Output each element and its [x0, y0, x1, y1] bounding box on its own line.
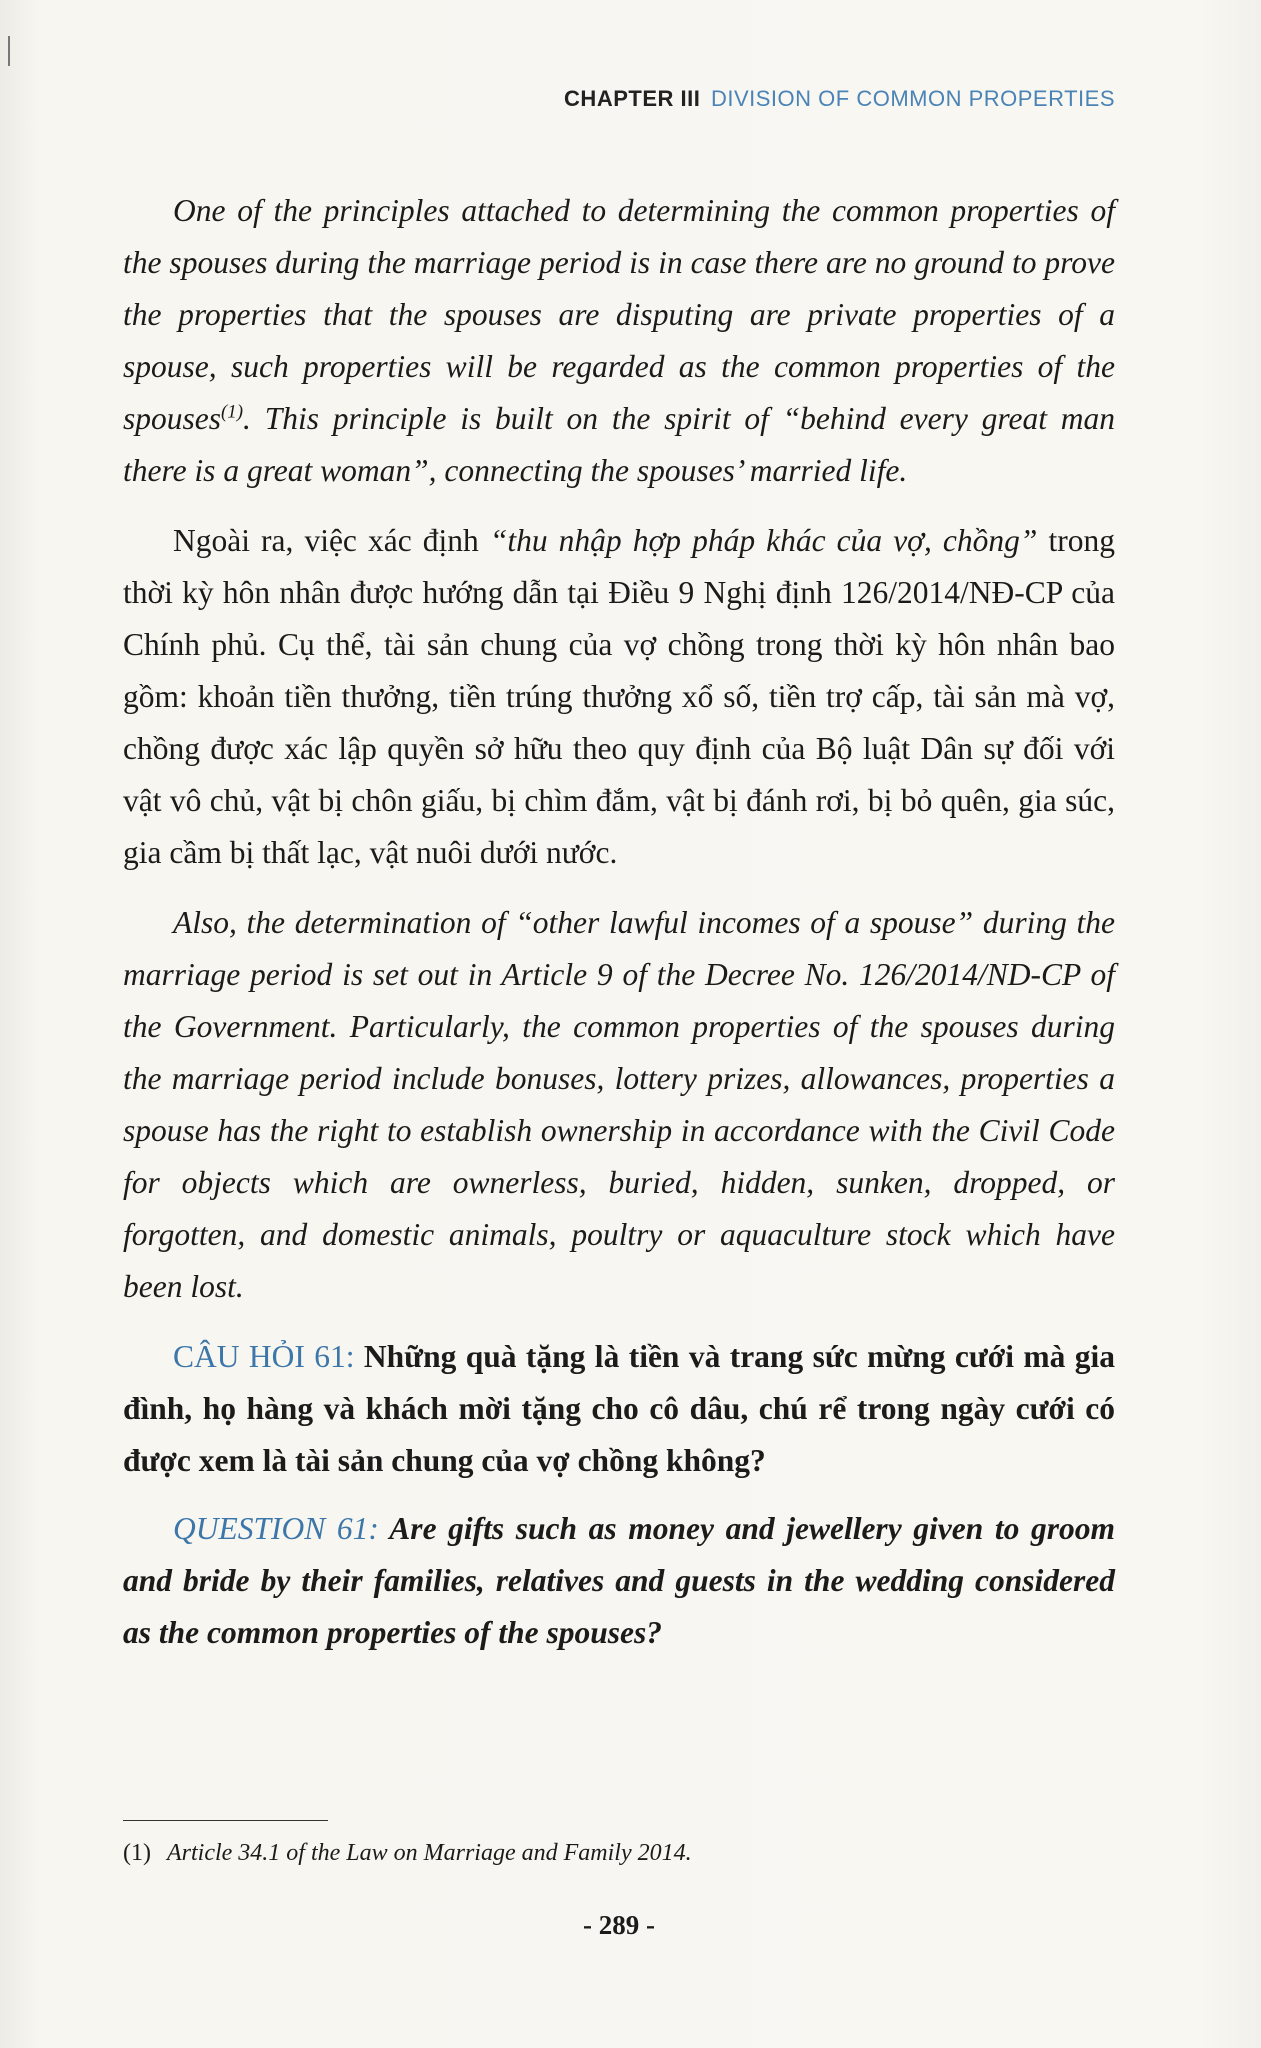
paragraph-principle-en [123, 185, 1115, 497]
paragraph-income-en: Also, the determination of “other lawful incomes of a spouse” during the marriage period is set out in Article 9 of the Decree No. 126/2014/ND-CP of the Government. Particularly, the common properties of the spouses during the marriage period include bonuses, lottery prizes, allowances, properties a spouse has the right to establish ownership in accordance with the Civil Code for objects which are ownerless, buried, hidden, sunken, dropped, or forgotten, and domestic animals, poultry or aquaculture stock which have been lost. [123, 905, 1115, 1304]
paragraph-text-continued: . This principle is built on the spirit of “behind every great man there is a great woman”, connecting the spouses’ married life. [123, 401, 1115, 488]
question-label: QUESTION 61: [173, 1511, 379, 1546]
paragraph-text: Ngoài ra, việc xác định [173, 523, 490, 558]
paragraph-income-vi [123, 515, 1115, 879]
footnote-mark: (1) [123, 1840, 151, 1866]
page-number: - 289 - [583, 1910, 655, 1940]
footnote-divider [123, 1820, 328, 1821]
question-text: Những quà tặng là tiền và trang sức mừng cưới mà gia đình, họ hàng và khách mời tặng cho cô dâu, chú rể trong ngày cưới có được xem là tài sản chung của vợ chồng không? [123, 1339, 1116, 1478]
chapter-title: DIVISION OF COMMON PROPERTIES [710, 86, 1115, 111]
paragraph-text-continued: trong thời kỳ hôn nhân được hướng dẫn tại Điều 9 Nghị định 126/2014/NĐ-CP của Chính phủ. Cụ thể, tài sản chung của vợ chồng trong thời kỳ hôn nhân bao gồm: khoản tiền thưởng, tiền trúng thưởng xổ số, tiền trợ cấp, tài sản mà vợ, chồng được xác lập quyền sở hữu theo quy định của Bộ luật Dân sự đối với vật vô chủ, vật bị chôn giấu, bị chìm đắm, vật bị đánh rơi, bị bỏ quên, gia súc, gia cầm bị thất lạc, vật nuôi dưới nước. [123, 523, 1115, 870]
scan-edge-mark [8, 36, 10, 66]
footnote-reference: (1) [221, 401, 244, 423]
chapter-label: CHAPTER III [564, 86, 701, 111]
running-header [564, 86, 1115, 112]
footnote [123, 1836, 692, 1870]
paragraph-text: One of the principles attached to determining the common properties of the spouses during the marriage period is in case there are no ground to prove the properties that the spouses are disputing are private properties of a spouse, such properties will be regarded as the common properties of the spouses [123, 193, 1115, 436]
question-61-vi [123, 1331, 1115, 1487]
footnote-text: Article 34.1 of the Law on Marriage and Family 2014. [166, 1840, 692, 1866]
question-text: Are gifts such as money and jewellery given to groom and bride by their families, relatives and guests in the wedding considered as the common properties of the spouses? [123, 1511, 1115, 1650]
question-label: CÂU HỎI 61: [173, 1339, 355, 1374]
question-61-en [123, 1503, 1115, 1659]
quoted-term: “thu nhập hợp pháp khác của vợ, chồng” [489, 523, 1038, 558]
page-body [123, 185, 1115, 1675]
